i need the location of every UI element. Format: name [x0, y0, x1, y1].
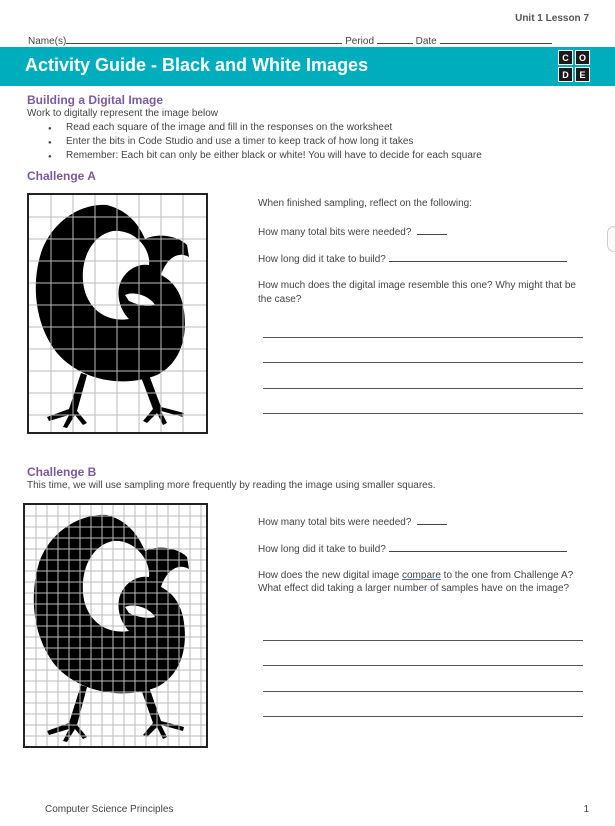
answer-line[interactable] [263, 388, 583, 389]
date-label: Date [415, 36, 437, 47]
date-blank[interactable] [440, 33, 552, 44]
answer-line[interactable] [263, 337, 583, 338]
challenge-a-heading: Challenge A [27, 169, 96, 183]
challenge-a-q1 [258, 225, 447, 238]
challenge-a-q3: How much does the digital image resemble this one? Why might that be the case? [258, 280, 576, 305]
bullet-item: ● Enter the bits in Code Studio and use a timer to keep track of how long it takes [48, 135, 588, 149]
logo-letter-d: D [558, 67, 573, 82]
challenge-b-q1 [258, 515, 447, 528]
q1-text: How many total bits were needed? [258, 517, 412, 528]
challenge-a-q2 [258, 252, 567, 265]
reflect-prompt: When finished sampling, reflect on the following: [258, 198, 473, 209]
q2-blank[interactable] [389, 542, 567, 552]
name-blank[interactable] [66, 33, 342, 44]
bullet-item: ● Remember: Each bit can only be either black or white! You will have to decide for each square [48, 149, 588, 163]
challenge-b-q2 [258, 542, 567, 555]
challenge-b-intro: This time, we will use sampling more frequently by reading the image using smaller squares. [27, 480, 436, 491]
answer-line[interactable] [263, 716, 583, 717]
challenge-a-image [27, 193, 208, 434]
q2-text: How long did it take to build? [258, 254, 386, 265]
q1-text: How many total bits were needed? [258, 227, 412, 238]
q3-text-end: to the one from Challenge A? What effect did taking a larger number of samples have on the image? [258, 570, 574, 594]
period-blank[interactable] [377, 33, 413, 44]
q3-text-start: How does the new digital image [258, 570, 402, 581]
q2-text: How long did it take to build? [258, 544, 386, 555]
logo-letter-c: C [558, 50, 573, 65]
period-label: Period [345, 36, 375, 47]
challenge-b-q3 [258, 569, 588, 595]
name-label: Name(s) [28, 36, 67, 47]
answer-line[interactable] [263, 362, 583, 363]
answer-line[interactable] [263, 665, 583, 666]
code-logo [558, 50, 590, 82]
logo-letter-e: E [575, 67, 590, 82]
answer-line[interactable] [263, 640, 583, 641]
q1-blank[interactable] [417, 225, 447, 235]
page-number: 1 [583, 804, 589, 815]
side-scroll-handle[interactable] [607, 226, 615, 252]
footer-course-name: Computer Science Principles [45, 804, 174, 815]
building-bullets [48, 121, 588, 163]
page-title: Activity Guide - Black and White Images [25, 55, 369, 75]
q2-blank[interactable] [389, 252, 567, 262]
answer-line[interactable] [263, 691, 583, 692]
bird-silhouette-coarse-grid [29, 195, 206, 432]
challenge-b-image [23, 503, 208, 748]
answer-line[interactable] [263, 413, 583, 414]
bullet-item: ● Read each square of the image and fill in the responses on the worksheet [48, 121, 588, 135]
building-heading: Building a Digital Image [27, 93, 164, 107]
building-intro: Work to digitally represent the image below [27, 108, 219, 119]
logo-letter-o: O [575, 50, 590, 65]
lesson-label: Unit 1 Lesson 7 [515, 13, 589, 24]
challenge-b-heading: Challenge B [27, 465, 97, 479]
q1-blank[interactable] [417, 515, 447, 525]
bird-silhouette-fine-grid [25, 505, 206, 746]
q3-spellcheck-word: compare [401, 570, 441, 581]
name-period-date-line [28, 33, 552, 47]
